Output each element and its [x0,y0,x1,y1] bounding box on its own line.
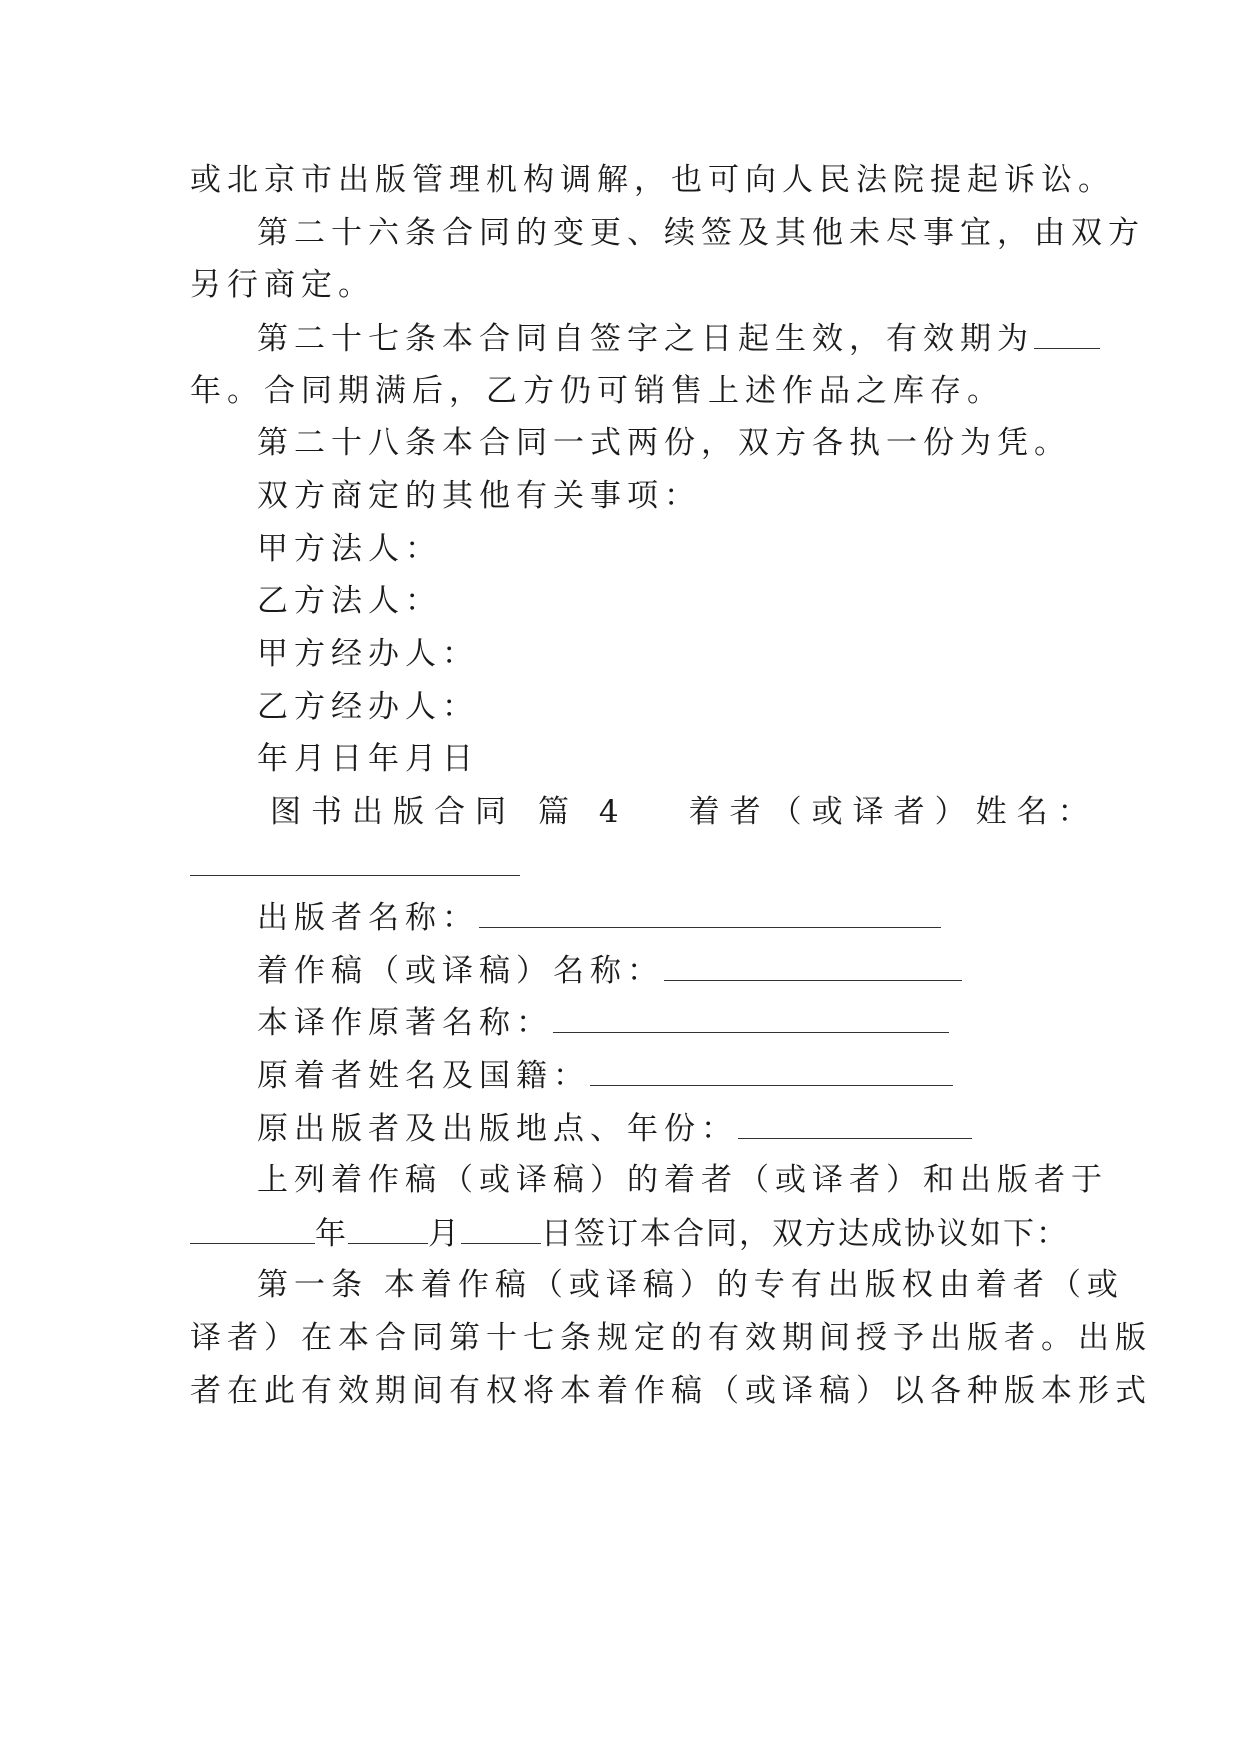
article-26-line2: 另行商定。 [190,267,375,303]
article-1-line2: 译者）在本合同第十七条规定的有效期间授予出版者。出版 [190,1320,1152,1356]
work-title-blank [664,950,962,981]
original-publisher-label: 原出版者及出版地点、年份： [257,1111,738,1147]
original-author-blank [590,1055,953,1086]
year-label: 年 [315,1216,348,1252]
agreement-date-line [190,1213,1069,1254]
work-title-field [257,950,1117,991]
party-a-agent: 甲方经办人： [257,636,479,672]
publisher-label: 出版者名称： [257,900,479,936]
original-title-blank [553,1002,949,1033]
day-text: 日签订本合同，双方达成协议如下： [541,1216,1069,1252]
original-publisher-blank [738,1108,972,1139]
author-name-line [190,845,1050,886]
party-b-agent: 乙方经办人： [257,689,479,725]
article-27-line2: 年。合同期满后，乙方仍可销售上述作品之库存。 [190,373,1004,409]
author-name-blank [190,845,520,876]
original-title-field [257,1002,1117,1043]
original-author-label: 原着者姓名及国籍： [257,1058,590,1094]
contract-heading [270,792,1099,832]
month-label: 月 [428,1216,461,1252]
article-28-line: 第二十八条本合同一式两份，双方各执一份为凭。 [257,425,1071,461]
party-b-legal-person: 乙方法人： [257,583,442,619]
section-number: 篇 4 [538,794,629,830]
month-blank [348,1213,428,1244]
party-a-legal-person: 甲方法人： [257,531,442,567]
other-matters-line: 双方商定的其他有关事项： [257,478,701,514]
work-title-label: 着作稿（或译稿）名称： [257,953,664,989]
author-name-label: 着者（或译者）姓名： [688,794,1099,830]
agreement-intro: 上列着作稿（或译稿）的着者（或译者）和出版者于 [257,1162,1108,1198]
article-1-line3: 者在此有效期间有权将本着作稿（或译稿）以各种版本形式 [190,1373,1152,1409]
year-blank [190,1213,315,1244]
article-1-line1: 第一条 本着作稿（或译稿）的专有出版权由着者（或 [257,1267,1124,1303]
publisher-blank [479,897,941,928]
article-27-line1 [257,318,1117,359]
publisher-field [257,897,1117,938]
article-27-text: 第二十七条本合同自签字之日起生效，有效期为 [257,321,1034,357]
original-author-field [257,1055,1117,1096]
original-title-label: 本译作原著名称： [257,1005,553,1041]
contract-title: 图书出版合同 [270,794,516,830]
article-26-line1: 第二十六条合同的变更、续签及其他未尽事宜，由双方 [257,215,1145,251]
signature-date-line: 年月日年月日 [257,741,479,777]
original-publisher-field [257,1108,1117,1149]
day-blank [461,1213,541,1244]
validity-years-blank [1034,318,1100,349]
paragraph-line: 或北京市出版管理机构调解，也可向人民法院提起诉讼。 [190,162,1115,198]
